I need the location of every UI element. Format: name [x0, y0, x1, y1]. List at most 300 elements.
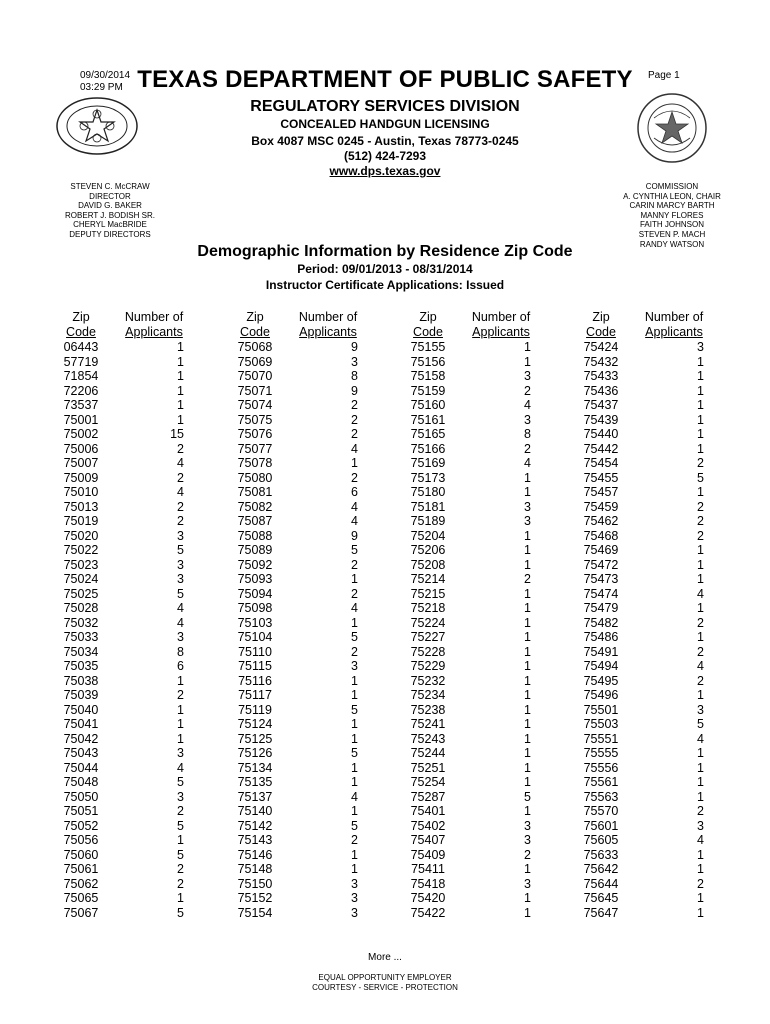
applicant-count-cell: 1 [524, 557, 531, 572]
applicant-count-cell: 1 [697, 760, 704, 775]
applicant-count-cell: 9 [351, 528, 358, 543]
applicant-count-cell: 1 [697, 862, 704, 876]
applicant-count-cell: 1 [697, 905, 704, 920]
zip-code-cell: 75206 [410, 543, 446, 557]
applicant-count-cell: 1 [524, 702, 531, 717]
zip-code-cell: 75469 [583, 543, 619, 557]
zip-code-cell: 75154 [237, 905, 273, 920]
applicant-count-cell: 1 [524, 731, 531, 746]
applicant-count-cell: 9 [351, 383, 358, 398]
official-name: ROBERT J. BODISH SR. [65, 210, 155, 220]
zip-code-cell: 75228 [410, 644, 446, 659]
applicant-count-cell: 1 [351, 717, 358, 731]
zip-code-cell: 75134 [237, 760, 273, 775]
zip-code-cell: 75074 [237, 398, 273, 412]
zip-code-cell: 75254 [410, 775, 446, 789]
zip-code-cell: 75234 [410, 688, 446, 702]
zip-code-cell: 75494 [583, 659, 619, 673]
zip-code-header [56, 310, 106, 340]
zip-code-cell: 75633 [583, 847, 619, 862]
zip-code-cell: 75093 [237, 572, 273, 586]
zip-code-cell: 75251 [410, 760, 446, 775]
zip-code-cell: 75180 [410, 485, 446, 499]
applicant-count-cell: 1 [697, 543, 704, 557]
official-name: MANNY FLORES [640, 210, 704, 220]
official-name: CHERYL MacBRIDE [73, 220, 147, 230]
zip-code-cell: 75479 [583, 601, 619, 615]
zip-code-cell: 75224 [410, 615, 446, 630]
zip-code-cell: 75169 [410, 456, 446, 470]
zip-code-cell: 75482 [583, 615, 619, 630]
applicant-count-cell: 1 [697, 383, 704, 398]
directors-list [40, 182, 180, 240]
zip-code-cell: 75432 [583, 354, 619, 369]
zip-code-cell: 75433 [583, 369, 619, 383]
zip-header-line1: Zip [246, 310, 264, 324]
state-seal-icon [636, 92, 708, 164]
applicant-count-cell: 1 [697, 746, 704, 760]
applicant-count-cell: 5 [177, 847, 184, 862]
zip-code-cell: 75218 [410, 601, 446, 615]
applicant-count-cell: 1 [351, 673, 358, 688]
applicant-count-cell: 8 [524, 427, 531, 441]
applicants-header [463, 310, 539, 340]
zip-code-cell: 75152 [237, 891, 273, 905]
zip-code-cell: 75013 [63, 499, 99, 514]
applicant-count-cell: 1 [524, 528, 531, 543]
zip-code-cell: 75422 [410, 905, 446, 920]
applicant-count-cell: 5 [177, 586, 184, 601]
applicant-count-cell: 1 [524, 775, 531, 789]
zip-code-cell: 75156 [410, 354, 446, 369]
applicants-header-line1: Number of [298, 310, 358, 324]
zip-code-cell: 75570 [583, 804, 619, 818]
applicant-count-cell: 5 [697, 470, 704, 485]
applicant-count-cell: 3 [177, 746, 184, 760]
zip-code-cell: 75025 [63, 586, 99, 601]
applicants-header-line2: Applicants [299, 325, 357, 339]
zip-code-cell: 75495 [583, 673, 619, 688]
applicant-count-cell: 2 [177, 804, 184, 818]
zip-code-cell: 75125 [237, 731, 273, 746]
zip-code-cell: 75140 [237, 804, 273, 818]
official-title: COMMISSION [645, 182, 699, 191]
applicant-count-cell: 1 [697, 427, 704, 441]
applicant-count-cell: 1 [177, 383, 184, 398]
zip-code-cell: 75407 [410, 833, 446, 847]
applicant-count-cell: 1 [351, 572, 358, 586]
applicant-count-cell: 4 [351, 789, 358, 804]
zip-code-cell: 75232 [410, 673, 446, 688]
zip-code-cell: 75065 [63, 891, 99, 905]
zip-header-line2: Code [413, 325, 443, 339]
applicant-count-cell: 3 [697, 818, 704, 833]
zip-code-cell: 75287 [410, 789, 446, 804]
zip-code-cell: 75474 [583, 586, 619, 601]
applicant-count-cell: 3 [351, 891, 358, 905]
applicant-count-cell: 1 [177, 673, 184, 688]
applicant-count-cell: 8 [177, 644, 184, 659]
zip-code-cell: 75244 [410, 746, 446, 760]
applicant-count-cell: 1 [177, 717, 184, 731]
applicant-count-cell: 4 [697, 833, 704, 847]
zip-code-cell: 75647 [583, 905, 619, 920]
applicant-count-cell: 1 [351, 731, 358, 746]
zip-code-cell: 75437 [583, 398, 619, 412]
applicant-count-cell: 2 [697, 514, 704, 528]
applicants-header-line2: Applicants [472, 325, 530, 339]
zip-code-cell: 75071 [237, 383, 273, 398]
zip-code-cell: 75215 [410, 586, 446, 601]
zip-code-cell: 75094 [237, 586, 273, 601]
applicant-count-cell: 4 [177, 485, 184, 499]
zip-code-cell: 75166 [410, 441, 446, 456]
applicant-count-cell: 1 [177, 354, 184, 369]
applicant-count-cell: 3 [524, 499, 531, 514]
zip-code-cell: 75070 [237, 369, 273, 383]
applicant-count-cell: 5 [697, 717, 704, 731]
applicant-count-cell: 8 [351, 369, 358, 383]
applicant-count-cell: 5 [351, 746, 358, 760]
zip-code-cell: 75159 [410, 383, 446, 398]
applicant-count-cell: 2 [177, 441, 184, 456]
zip-code-cell: 75076 [237, 427, 273, 441]
division-title: REGULATORY SERVICES DIVISION [250, 98, 520, 115]
applicant-count-cell: 1 [524, 354, 531, 369]
applicant-count-cell: 1 [177, 702, 184, 717]
applicant-count-cell: 3 [524, 833, 531, 847]
applicant-count-cell: 3 [524, 818, 531, 833]
zip-code-cell: 75161 [410, 412, 446, 427]
zip-code-cell: 06443 [63, 340, 99, 354]
zip-code-cell: 75409 [410, 847, 446, 862]
zip-code-cell: 75143 [237, 833, 273, 847]
zip-code-cell: 75082 [237, 499, 273, 514]
zip-code-cell: 75051 [63, 804, 99, 818]
official-name: CARIN MARCY BARTH [629, 201, 715, 211]
applicant-count-cell: 1 [697, 398, 704, 412]
zip-code-cell: 75098 [237, 601, 273, 615]
official-name: A. CYNTHIA LEON, CHAIR [623, 191, 721, 201]
applicant-count-cell: 2 [524, 847, 531, 862]
applicant-count-cell: 1 [351, 775, 358, 789]
applicant-count-cell: 1 [177, 398, 184, 412]
applicant-count-cell: 1 [524, 760, 531, 775]
zip-code-cell: 75117 [238, 688, 272, 702]
applicant-count-cell: 1 [697, 412, 704, 427]
zip-code-cell: 75411 [411, 862, 445, 876]
zip-code-cell: 75068 [237, 340, 273, 354]
applicants-header [116, 310, 192, 340]
applicants-header-line2: Applicants [125, 325, 183, 339]
applicant-count-cell: 4 [524, 398, 531, 412]
zip-code-cell: 75033 [63, 630, 99, 644]
applicant-count-cell: 15 [170, 427, 184, 441]
applicant-count-cell: 3 [177, 789, 184, 804]
applicant-count-cell: 1 [177, 833, 184, 847]
applicant-count-cell: 5 [177, 818, 184, 833]
applicant-count-cell: 2 [351, 833, 358, 847]
zip-code-cell: 75473 [583, 572, 619, 586]
applicant-count-cell: 4 [697, 586, 704, 601]
zip-code-cell: 75092 [237, 557, 273, 572]
applicant-count-cell: 5 [177, 775, 184, 789]
applicant-count-cell: 2 [697, 644, 704, 659]
zip-code-cell: 75080 [237, 470, 273, 485]
applicant-count-cell: 1 [524, 630, 531, 644]
mailing-address: Box 4087 MSC 0245 - Austin, Texas 78773-0245 [251, 134, 519, 148]
applicant-count-cell: 4 [524, 456, 531, 470]
applicant-count-cell: 4 [351, 499, 358, 514]
applicant-count-cell: 1 [177, 412, 184, 427]
applicant-count-cell: 1 [351, 760, 358, 775]
applicant-count-cell: 1 [524, 340, 531, 354]
applicant-count-cell: 1 [697, 688, 704, 702]
applicant-count-cell: 9 [351, 340, 358, 354]
zip-code-cell: 71854 [63, 369, 99, 383]
applicant-count-cell: 2 [524, 441, 531, 456]
official-name: RANDY WATSON [639, 239, 705, 249]
applicant-count-cell: 1 [697, 601, 704, 615]
zip-code-cell: 75048 [63, 775, 99, 789]
footer-line-1: EQUAL OPPORTUNITY EMPLOYER [318, 973, 452, 982]
zip-code-cell: 75442 [583, 441, 619, 456]
zip-code-cell: 75160 [410, 398, 446, 412]
applicant-count-cell: 3 [177, 528, 184, 543]
applicant-count-cell: 1 [524, 891, 531, 905]
zip-code-cell: 75042 [63, 731, 99, 746]
official-name: FAITH JOHNSON [639, 220, 704, 230]
phone-number: (512) 424-7293 [343, 149, 427, 163]
applicant-count-cell: 6 [351, 485, 358, 499]
applicant-count-cell: 1 [697, 572, 704, 586]
applicant-count-cell: 5 [351, 818, 358, 833]
program-title: CONCEALED HANDGUN LICENSING [280, 117, 490, 131]
official-name: STEVEN P. MACH [638, 229, 706, 239]
applicant-count-cell: 4 [351, 514, 358, 528]
zip-code-cell: 75062 [63, 876, 99, 891]
official-title: DEPUTY DIRECTORS [69, 229, 151, 239]
applicant-count-cell: 2 [351, 398, 358, 412]
zip-code-cell: 75116 [238, 673, 272, 688]
applicant-count-cell: 1 [524, 746, 531, 760]
applicant-count-cell: 2 [351, 470, 358, 485]
applicant-count-cell: 4 [177, 601, 184, 615]
zip-code-cell: 75496 [583, 688, 619, 702]
report-type: Instructor Certificate Applications: Issued [265, 278, 505, 292]
applicant-count-cell: 2 [697, 615, 704, 630]
applicant-count-cell: 3 [351, 354, 358, 369]
zip-code-cell: 75052 [63, 818, 99, 833]
applicant-count-cell: 2 [697, 499, 704, 514]
zip-code-cell: 75472 [583, 557, 619, 572]
applicant-count-cell: 2 [177, 688, 184, 702]
applicant-count-cell: 2 [697, 876, 704, 891]
zip-code-cell: 75501 [583, 702, 619, 717]
report-period: Period: 09/01/2013 - 08/31/2014 [297, 262, 473, 276]
zip-code-cell: 75462 [583, 514, 619, 528]
zip-code-cell: 75104 [237, 630, 273, 644]
zip-code-cell: 75023 [63, 557, 99, 572]
zip-code-cell: 75142 [237, 818, 273, 833]
zip-code-cell: 75044 [63, 760, 99, 775]
applicant-count-cell: 1 [524, 862, 531, 876]
applicant-count-cell: 3 [351, 659, 358, 673]
zip-code-cell: 75229 [410, 659, 446, 673]
applicant-count-cell: 4 [177, 615, 184, 630]
applicant-count-cell: 4 [697, 659, 704, 673]
website-link[interactable]: www.dps.texas.gov [329, 164, 441, 178]
zip-code-cell: 75043 [63, 746, 99, 760]
applicant-count-cell: 1 [351, 615, 358, 630]
zip-code-cell: 75081 [237, 485, 273, 499]
applicant-count-cell: 1 [177, 891, 184, 905]
zip-code-cell: 75022 [63, 543, 99, 557]
zip-code-cell: 75181 [410, 499, 446, 514]
zip-code-cell: 75039 [63, 688, 99, 702]
zip-code-cell: 75455 [583, 470, 619, 485]
applicant-count-cell: 4 [697, 731, 704, 746]
zip-header-line2: Code [240, 325, 270, 339]
footer-line-2: COURTESY - SERVICE - PROTECTION [312, 983, 458, 992]
applicants-header [636, 310, 712, 340]
zip-code-cell: 75024 [63, 572, 99, 586]
zip-code-cell: 75150 [237, 876, 273, 891]
applicant-count-cell: 1 [697, 891, 704, 905]
applicant-count-cell: 1 [697, 789, 704, 804]
zip-code-cell: 75075 [237, 412, 273, 427]
applicant-count-cell: 5 [524, 789, 531, 804]
applicant-count-cell: 1 [524, 644, 531, 659]
zip-code-cell: 75040 [63, 702, 99, 717]
zip-code-cell: 75110 [238, 644, 272, 659]
more-indicator: More ... [368, 952, 402, 963]
applicant-count-cell: 1 [524, 470, 531, 485]
applicants-header-line2: Applicants [645, 325, 703, 339]
applicant-count-cell: 2 [351, 557, 358, 572]
zip-code-cell: 75001 [63, 412, 99, 427]
applicant-count-cell: 6 [177, 659, 184, 673]
applicant-count-cell: 2 [697, 456, 704, 470]
applicant-count-cell: 2 [524, 383, 531, 398]
zip-code-header [230, 310, 280, 340]
zip-code-cell: 75440 [583, 427, 619, 441]
applicant-count-cell: 2 [351, 644, 358, 659]
applicant-count-cell: 2 [177, 862, 184, 876]
applicant-count-cell: 1 [697, 485, 704, 499]
applicant-count-cell: 3 [524, 412, 531, 427]
zip-header-line1: Zip [72, 310, 90, 324]
applicant-count-cell: 1 [351, 688, 358, 702]
zip-code-cell: 75069 [237, 354, 273, 369]
applicant-count-cell: 1 [524, 659, 531, 673]
applicant-count-cell: 1 [351, 804, 358, 818]
applicant-count-cell: 3 [351, 876, 358, 891]
zip-code-cell: 75089 [237, 543, 273, 557]
zip-code-cell: 75067 [63, 905, 99, 920]
zip-code-header [576, 310, 626, 340]
applicant-count-cell: 1 [524, 601, 531, 615]
zip-code-cell: 75148 [237, 862, 273, 876]
zip-code-cell: 75457 [583, 485, 619, 499]
zip-code-cell: 75208 [410, 557, 446, 572]
zip-code-cell: 75010 [63, 485, 99, 499]
zip-code-cell: 75034 [63, 644, 99, 659]
zip-code-cell: 75126 [237, 746, 273, 760]
applicant-count-cell: 1 [524, 717, 531, 731]
zip-code-cell: 75555 [583, 746, 619, 760]
zip-code-cell: 75038 [63, 673, 99, 688]
zip-code-cell: 75644 [583, 876, 619, 891]
applicant-count-cell: 1 [524, 615, 531, 630]
applicants-header-line1: Number of [471, 310, 531, 324]
page-number: Page 1 [648, 70, 680, 81]
applicant-count-cell: 2 [524, 572, 531, 586]
zip-code-cell: 75238 [410, 702, 446, 717]
applicant-count-cell: 4 [177, 456, 184, 470]
applicant-count-cell: 2 [177, 470, 184, 485]
zip-code-cell: 73537 [63, 398, 99, 412]
zip-code-cell: 75561 [583, 775, 619, 789]
page-title: TEXAS DEPARTMENT OF PUBLIC SAFETY [137, 66, 633, 93]
zip-code-header [403, 310, 453, 340]
zip-code-cell: 75041 [63, 717, 99, 731]
applicant-count-cell: 1 [351, 862, 358, 876]
applicant-count-cell: 3 [697, 702, 704, 717]
zip-code-cell: 72206 [63, 383, 99, 398]
zip-code-cell: 75563 [583, 789, 619, 804]
applicant-count-cell: 1 [524, 543, 531, 557]
zip-code-cell: 75204 [410, 528, 446, 543]
zip-code-cell: 75035 [63, 659, 99, 673]
zip-code-cell: 75103 [237, 615, 273, 630]
applicants-header [290, 310, 366, 340]
zip-code-cell: 75402 [410, 818, 446, 833]
applicant-count-cell: 1 [524, 485, 531, 499]
zip-code-cell: 75491 [583, 644, 619, 659]
applicant-count-cell: 3 [524, 369, 531, 383]
applicant-count-cell: 5 [351, 543, 358, 557]
zip-code-cell: 75088 [237, 528, 273, 543]
applicant-count-cell: 3 [524, 514, 531, 528]
zip-header-line1: Zip [592, 310, 610, 324]
applicant-count-cell: 5 [351, 702, 358, 717]
zip-code-cell: 75137 [237, 789, 273, 804]
applicant-count-cell: 4 [351, 601, 358, 615]
applicant-count-cell: 2 [697, 528, 704, 543]
zip-code-cell: 75155 [410, 340, 446, 354]
zip-code-cell: 75002 [63, 427, 99, 441]
applicant-count-cell: 2 [697, 804, 704, 818]
applicant-count-cell: 3 [177, 557, 184, 572]
zip-code-cell: 75056 [63, 833, 99, 847]
zip-code-cell: 75020 [63, 528, 99, 543]
zip-code-cell: 75189 [410, 514, 446, 528]
applicant-count-cell: 2 [177, 876, 184, 891]
applicant-count-cell: 1 [524, 905, 531, 920]
applicant-count-cell: 2 [351, 427, 358, 441]
zip-code-cell: 75418 [410, 876, 446, 891]
applicant-count-cell: 4 [177, 760, 184, 775]
zip-code-cell: 75028 [63, 601, 99, 615]
official-name: DAVID G. BAKER [78, 201, 142, 211]
zip-header-line1: Zip [419, 310, 437, 324]
zip-code-cell: 75007 [63, 456, 99, 470]
zip-header-line2: Code [66, 325, 96, 339]
applicant-count-cell: 2 [351, 412, 358, 427]
zip-code-cell: 75214 [410, 572, 446, 586]
zip-code-cell: 57719 [63, 354, 99, 369]
